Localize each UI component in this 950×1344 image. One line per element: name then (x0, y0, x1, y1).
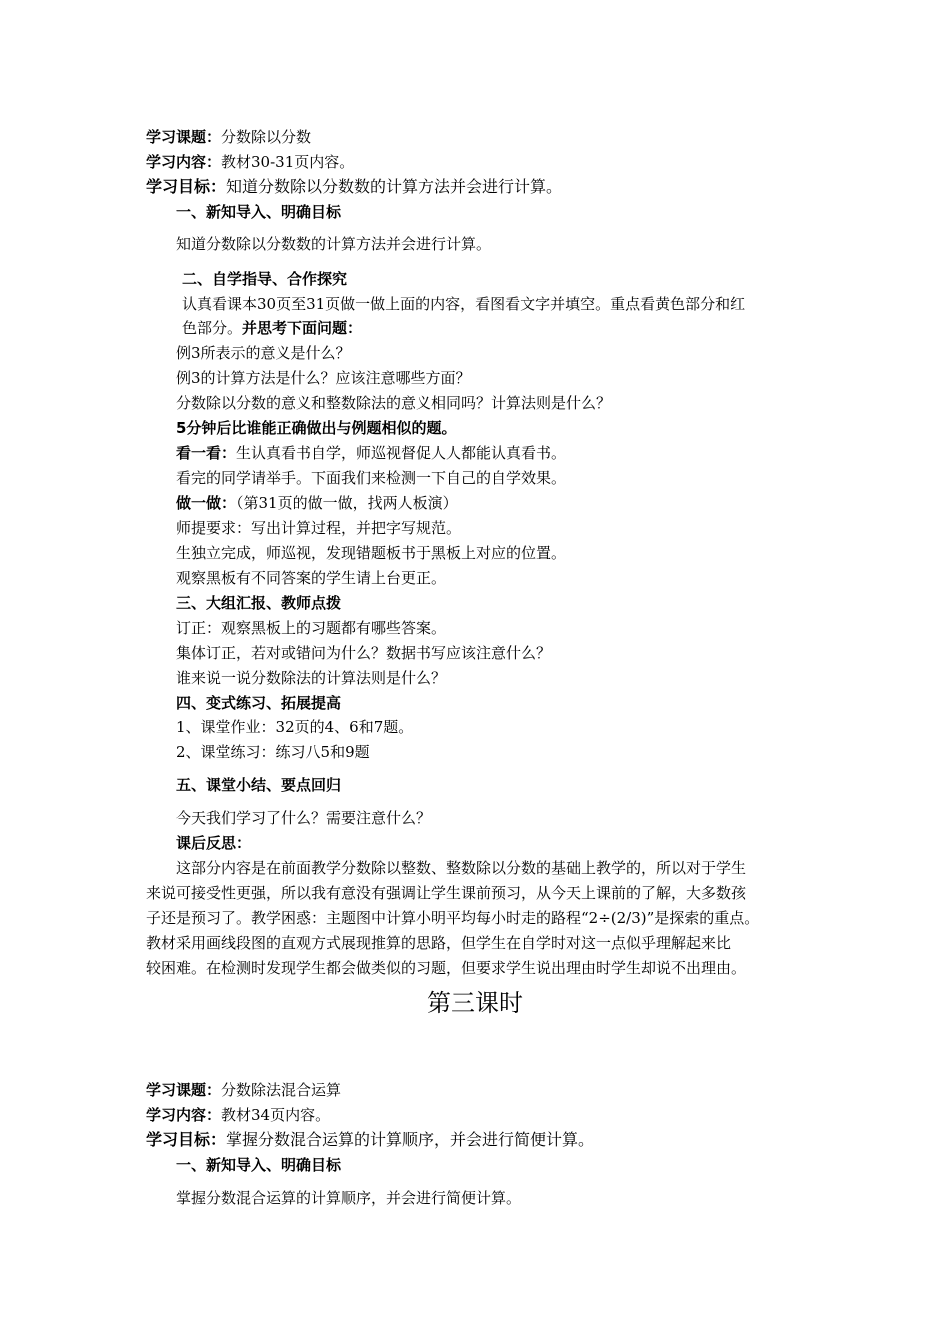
reflection-line-5: 较困难。在检测时发现学生都会做类似的习题，但要求学生说出理由时学生却说不出理由。 (146, 959, 747, 977)
goal-label: 学习目标： (146, 177, 227, 196)
do-item-2: 生独立完成，师巡视，发现错题板书于黑板上对应的位置。 (176, 544, 567, 562)
goal-value: 知道分数除以分数数的计算方法并会进行计算。 (226, 177, 563, 196)
topic-label: 学习课题： (146, 128, 222, 146)
look-label: 看一看： (176, 444, 237, 462)
look-line (176, 443, 566, 463)
content-label: 学习内容： (146, 1106, 222, 1124)
content-line (146, 1105, 330, 1125)
section-5-item-1: 今天我们学习了什么？需要注意什么？ (176, 809, 432, 827)
do-line (176, 493, 458, 513)
section-4-heading: 四、变式练习、拓展提高 (176, 694, 342, 712)
reflection-label: 课后反思： (176, 834, 252, 852)
section-3-item-3: 谁来说一说分数除法的计算法则是什么？ (176, 669, 447, 687)
section-1-text: 掌握分数混合运算的计算顺序，并会进行简便计算。 (176, 1189, 522, 1207)
section-2-line-2 (182, 318, 362, 338)
question-3: 分数除以分数的意义和整数除法的意义相同吗？计算法则是什么？ (176, 394, 612, 412)
question-1: 例3所表示的意义是什么？ (176, 344, 351, 362)
section-4-item-1: 1、课堂作业：32页的4、6和7题。 (176, 718, 414, 736)
topic-value: 分数除以分数 (221, 128, 312, 146)
section-3-item-2: 集体订正，若对或错问为什么？数据书写应该注意什么？ (176, 644, 552, 662)
section-5-heading: 五、课堂小结、要点回归 (176, 776, 342, 794)
goal-value: 掌握分数混合运算的计算顺序，并会进行简便计算。 (226, 1130, 595, 1149)
section-1-text: 知道分数除以分数数的计算方法并会进行计算。 (176, 235, 492, 253)
section-4-item-2: 2、课堂练习：练习八5和9题 (176, 743, 370, 761)
do-text: （第31页的做一做，找两人板演） (236, 494, 458, 512)
do-item-1: 师提要求：写出计算过程，并把字写规范。 (176, 519, 462, 537)
question-2: 例3的计算方法是什么？应该注意哪些方面？ (176, 369, 471, 387)
look-text: 生认真看书自学，师巡视督促人人都能认真看书。 (236, 444, 567, 462)
topic-label: 学习课题： (146, 1081, 222, 1099)
content-label: 学习内容： (146, 153, 222, 171)
do-item-3: 观察黑板有不同答案的学生请上台更正。 (176, 569, 447, 587)
do-label: 做一做： (176, 494, 237, 512)
topic-value: 分数除法混合运算 (221, 1081, 342, 1099)
reflection-line-4: 教材采用画线段图的直观方式展现推算的思路，但学生在自学时对这一点似乎理解起来比 (146, 934, 732, 952)
section-2-line-2a: 色部分。 (182, 319, 243, 337)
topic-line (146, 1080, 341, 1100)
challenge-line: 5分钟后比谁能正确做出与例题相似的题。 (176, 419, 457, 437)
content-line (146, 152, 354, 172)
section-2-heading: 二、自学指导、合作探究 (182, 270, 348, 288)
section-2-line-1: 认真看课本30页至31页做一做上面的内容，看图看文字并填空。重点看黄色部分和红 (182, 295, 746, 313)
lesson-title: 第三课时 (427, 989, 523, 1017)
topic-line (146, 127, 311, 147)
section-2-line-2b: 并思考下面问题： (242, 319, 363, 337)
reflection-line-1: 这部分内容是在前面教学分数除以整数、整数除以分数的基础上教学的，所以对于学生 (176, 859, 747, 877)
goal-line (146, 1130, 594, 1150)
section-1-heading: 一、新知导入、明确目标 (176, 203, 342, 221)
section-1-heading: 一、新知导入、明确目标 (176, 1156, 342, 1174)
goal-line (146, 177, 562, 197)
look-line-2: 看完的同学请举手。下面我们来检测一下自己的自学效果。 (176, 469, 567, 487)
reflection-line-3: 子还是预习了。教学困惑：主题图中计算小明平均每小时走的路程“2÷(2/3)”是探索的重点。 (146, 909, 760, 927)
section-3-heading: 三、大组汇报、教师点拨 (176, 594, 342, 612)
reflection-line-2: 来说可接受性更强，所以我有意没有强调让学生课前预习，从今天上课前的了解，大多数孩 (146, 884, 747, 902)
section-3-item-1: 订正：观察黑板上的习题都有哪些答案。 (176, 619, 447, 637)
goal-label: 学习目标： (146, 1130, 227, 1149)
content-value: 教材34页内容。 (221, 1106, 331, 1124)
content-value: 教材30-31页内容。 (221, 153, 355, 171)
